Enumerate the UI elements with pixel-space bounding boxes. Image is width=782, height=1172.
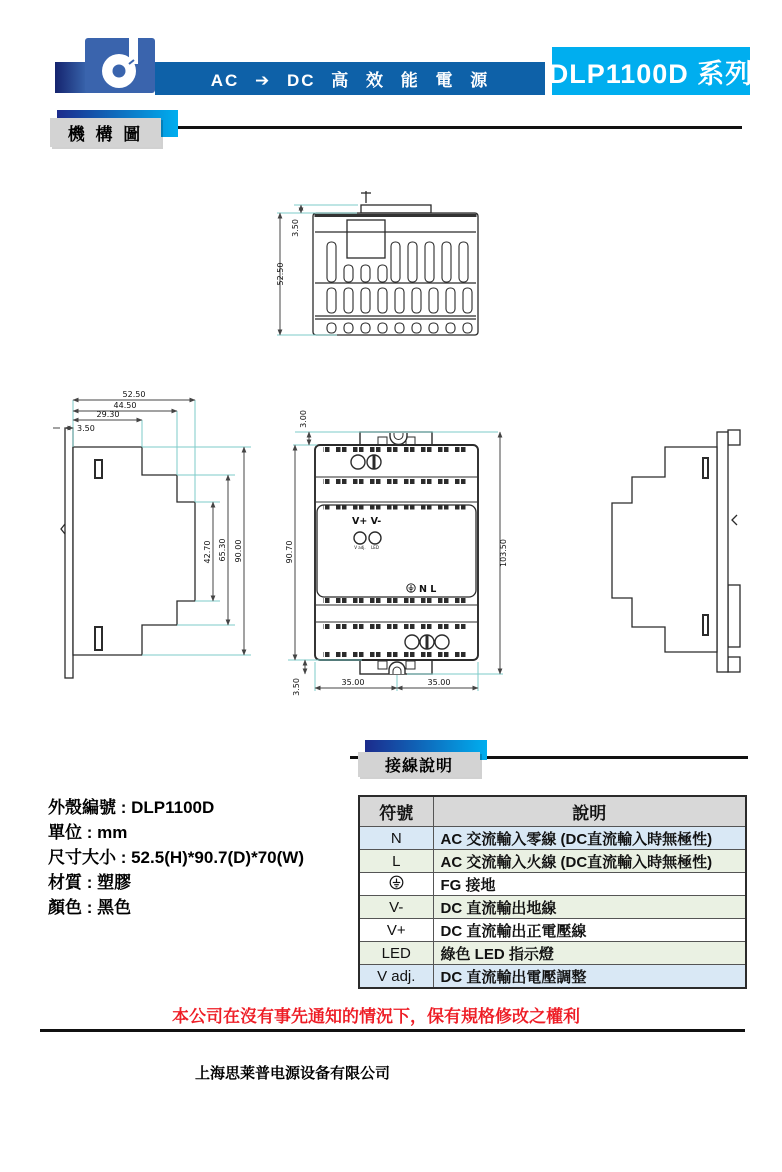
spec-line-material: 材質 : 塑膠 — [48, 873, 132, 892]
front-dim-left: 90.70 — [285, 540, 294, 564]
table-row — [359, 919, 746, 942]
left-side-dim-h3: 90.00 — [234, 539, 243, 563]
desc-cell: FG 接地 — [433, 873, 746, 896]
symbol-cell: LED — [359, 942, 433, 965]
header-tagline-bar — [155, 62, 545, 95]
wiring-label-box — [358, 752, 480, 777]
desc-cell: AC 交流輸入零線 (DC直流輸入時無極性) — [433, 827, 746, 850]
wiring-table-body — [359, 827, 746, 989]
table-row — [359, 942, 746, 965]
front-led-label: LED — [371, 545, 379, 550]
left-side-dim-w4: 3.50 — [77, 424, 95, 433]
symbol-cell: V+ — [359, 919, 433, 942]
spec-line-model: 外殼編號 : DLP1100D — [48, 798, 215, 817]
drawing-left-side-view — [50, 388, 260, 688]
front-outline — [315, 432, 478, 674]
desc-cell: DC 直流輸出地線 — [433, 896, 746, 919]
table-row — [359, 827, 746, 850]
front-vadj-label: V adj. — [354, 545, 366, 550]
wiring-label-text: 接線說明 — [384, 758, 453, 775]
left-side-dim-h1: 42.70 — [203, 540, 212, 564]
table-row — [359, 965, 746, 989]
company-name: 上海思莱普电源设备有限公司 — [195, 1065, 391, 1082]
spec-line-unit: 單位 : mm — [48, 823, 128, 842]
spec-line-color: 顏色 : 黑色 — [48, 898, 132, 917]
front-dim-bottom-left: 35.00 — [341, 678, 365, 687]
top-view-dim-height: 52.50 — [276, 262, 285, 286]
front-dim-right: 103.50 — [499, 539, 508, 567]
left-side-dim-w3: 29.30 — [96, 410, 120, 419]
series-title-text: DLP1100D 系列 — [548, 58, 754, 89]
right-side-outline — [612, 430, 740, 672]
desc-header: 說明 — [433, 796, 746, 827]
earth-ground-icon — [389, 875, 404, 890]
symbol-cell: N — [359, 827, 433, 850]
series-title-box — [548, 47, 754, 95]
drawing-front-view — [285, 395, 510, 710]
mechanical-rule — [160, 126, 742, 129]
mechanical-label-box — [50, 118, 161, 147]
symbol-cell: V- — [359, 896, 433, 919]
tagline-text: AC ➔ DC 高 效 能 電 源 — [210, 71, 490, 90]
left-side-dim-h2: 65.30 — [218, 538, 227, 562]
table-row — [359, 850, 746, 873]
front-dim-top: 3.00 — [299, 410, 308, 428]
notice-text: 本公司在沒有事先通知的情況下，保有規格修改之權利 — [172, 1007, 580, 1026]
symbol-header: 符號 — [359, 796, 433, 827]
front-output-label: V+ V- — [352, 516, 382, 527]
footer-rule — [40, 1029, 745, 1032]
spec-block — [48, 795, 348, 920]
desc-cell: AC 交流輸入火線 (DC直流輸入時無極性) — [433, 850, 746, 873]
drawing-right-side-view — [600, 425, 765, 695]
left-side-outline — [61, 428, 195, 678]
desc-cell: DC 直流輸出電壓調整 — [433, 965, 746, 989]
wiring-table — [358, 795, 747, 989]
drawing-top-view — [270, 185, 485, 345]
front-input-label: N L — [419, 584, 437, 595]
table-row — [359, 896, 746, 919]
front-dim-bottom-right: 35.00 — [427, 678, 451, 687]
left-side-dim-w1: 52.50 — [122, 390, 146, 399]
symbol-cell: V adj. — [359, 965, 433, 989]
spec-line-size: 尺寸大小 : 52.5(H)*90.7(D)*70(W) — [48, 848, 304, 867]
symbol-cell: L — [359, 850, 433, 873]
top-view-dim-offset: 3.50 — [291, 219, 300, 237]
company-logo — [85, 38, 155, 93]
wiring-table-header-row — [359, 796, 746, 827]
desc-cell: 綠色 LED 指示燈 — [433, 942, 746, 965]
front-dim-bottom-offset: 3.50 — [292, 678, 301, 696]
symbol-cell — [359, 873, 433, 896]
table-row — [359, 873, 746, 896]
left-side-dim-w2: 44.50 — [113, 401, 137, 410]
mechanical-label-text: 機 構 圖 — [67, 125, 144, 144]
desc-cell: DC 直流輸出正電壓線 — [433, 919, 746, 942]
